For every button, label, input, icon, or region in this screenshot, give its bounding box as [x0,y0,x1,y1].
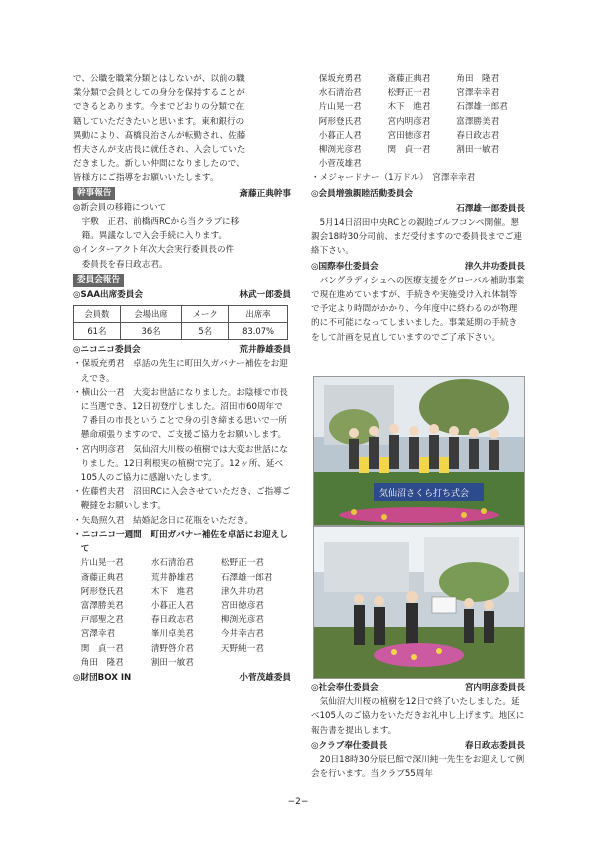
social-header [311,681,525,695]
table-cell: 83.07% [229,323,288,340]
member-name: 割田一敏君 [150,657,194,668]
golf-name-row [311,202,525,216]
member-name: 斎藤正典君 [387,74,431,84]
member-name [387,157,456,171]
intro-line: 業分類で会員としての身分を保持することが [73,88,245,99]
box-name: 小菅茂雄委員 [239,672,291,683]
box-header [73,671,291,685]
member-name: 片山晃一君 [80,558,124,569]
saa-title: ◎SAA出席委員会 [73,290,143,301]
club-name: 春日政志委員長 [464,740,525,751]
kanji-line: 委員長を春日政志君。 [73,259,168,270]
member-name: 保坂充勇君 [318,74,362,84]
right-column [311,72,525,345]
major-donor-line: ・メジャードナー（1万ドル） 宮澤幸幸君 [311,173,476,184]
table-row [74,306,288,323]
member-name: 阿形登氏君 [318,116,362,127]
member-name: 峯川卓美君 [150,629,194,640]
intl-header [311,260,525,274]
intro-line: 哲夫さんが支店長に就任され、入会していた [73,145,246,156]
niko-name: 荒井静雄委員 [239,345,291,356]
member-name: 宮内明彦君 [387,116,431,127]
kanji-report-name: 斎藤正典幹事 [239,188,291,199]
member-name: 片山晃一君 [318,102,362,113]
member-name: 松野正一君 [387,88,431,99]
ceremony-sign-text: 気仙沼さくら打ち式会 [379,489,470,499]
intro-line: で、公職を職業分類とはしないが、以前の職 [73,74,245,84]
member-name: 石澤雄一郎君 [220,572,273,583]
golf-paragraph: 5月14日沼田中央RCとの親睦ゴルフコンペ開催。懇親会18時30分司前、まだ受付ますので委員長までご連絡下さい。 [311,218,522,257]
member-name: 春日政志君 [456,130,500,141]
kanji-line: ◎新会員の移籍について [73,202,167,213]
member-name: 角田 隆君 [456,74,500,84]
club-title: ◎クラブ奉仕委員長 [311,740,388,751]
donor-names-grid [311,72,525,171]
table-header-cell: 出席率 [229,306,288,323]
member-name: 春日政志君 [150,615,194,626]
ceremony-photo-1 [313,376,525,526]
member-name: 宮澤幸君 [80,629,116,640]
saa-header [73,288,291,302]
member-name: 今井幸吉君 [220,629,264,640]
member-name: 角田 隆君 [80,657,124,668]
intl-title: ◎国際奉仕委員会 [311,261,379,272]
table-cell: 61名 [74,323,121,340]
niko-week-heading: ・ニコニコ一週間 町田ガバナー補佐を卓話にお迎えして [73,529,288,555]
club-paragraph: 20日18時30分辰巳館で深川純一先生をお迎えして例会を行います。当クラブ55周年 [311,755,525,780]
intro-line: 籍していただきたいと思います。東和銀行の [73,116,245,127]
box-title: ◎財団BOX IN [73,672,132,683]
intro-paragraph [73,72,291,186]
member-name: 津久井功君 [220,586,264,597]
member-name: 宮澤幸幸君 [456,88,500,99]
table-row [74,323,288,340]
member-name: 斎藤正典君 [80,572,124,583]
niko-title: ◎ニコニコ委員会 [73,345,141,356]
member-name: 戸部聖之君 [80,615,124,626]
ceremony-photo-2 [313,526,525,679]
ceremony-photo-1-image [314,377,524,525]
ceremony-photo-2-image [314,527,524,678]
member-name: 富澤勝美君 [80,600,124,611]
table-header-cell: 会員数 [74,306,121,323]
member-name: 木下 進君 [387,102,431,113]
member-name: 石澤雄一郎君 [456,102,508,113]
committee-report-label: 委員会報告 [73,274,124,287]
kanji-line: 籍。異議なしで入会手続に入ります。 [73,231,228,242]
list-item: ・宮内明彦君 気仙沼大川桜の植樹では大変お世話になりました。12日利根実の植樹で完了。12ヶ所、延べ105人のご協力に感謝いたします。 [73,444,288,484]
social-title: ◎社会奉仕委員会 [311,683,379,693]
member-name: 関 貞一君 [80,643,124,654]
list-item: ・矢島照久君 結婚記念日に花瓶をいただき。 [73,515,254,526]
social-name: 宮内明彦委員長 [464,683,525,693]
member-name: 水石清治君 [318,88,362,99]
member-name: 柳渕光彦君 [318,145,362,156]
member-name: 松野正一君 [220,558,264,569]
page-number: −2− [287,797,309,807]
list-item: ・佐藤哲夫君 沼田RCに入会させていただき、ご指導ご鞭撻をお願いします。 [73,487,291,512]
golf-header [311,187,525,201]
kanji-report-body [73,201,291,272]
left-column [73,72,291,685]
table-header-cell: 会場出席 [120,306,182,323]
member-name: 天野純一君 [220,643,264,654]
member-name [456,157,525,171]
kanji-report-label: 幹事報告 [73,187,115,200]
member-name: 小暮正人君 [318,130,362,141]
member-name: 宮田徳彦君 [220,600,264,611]
golf-name: 石澤雄一郎委員長 [456,203,525,214]
member-name: 清野啓介君 [150,643,194,654]
member-name: 阿形登氏君 [80,586,124,597]
member-name: 宮田徳彦君 [387,130,431,141]
list-item: ・横山公一君 大変お世話になりました。お陰様で市長に当選でき、12日初登庁しました。沼田市60周年で７番目の市長ということで身の引き締まる思いで一所懸命頑張りますので、ご支援ご協力をお願いします。 [73,387,288,441]
intro-line: 皆様方にご指導をお願いいたします。 [73,173,219,184]
table-header-cell: メーク [182,306,229,323]
right-lower-sections [311,680,525,781]
intl-paragraph: バングラディシュへの医療支援をグローバル補助事業で現在進めていますが、手続きや実施受け入れ体制等で予定より時間がかかり、今年度中に終わるのが物理的に不可能になってしまいました。事業延期の手続きをして計画を見直していますのでご了承下さい。 [311,275,525,343]
club-header [311,739,525,753]
member-name [221,656,291,670]
member-name: 水石清治君 [150,558,194,569]
list-item: ・保坂充勇君 卓話の先生に町田久ガバナー補佐をお迎えでき。 [73,359,288,384]
saa-name: 林武一郎委員 [239,290,291,301]
social-paragraph: 気仙沼大川桜の植樹を12日で終了いたしました。延べ105人のご協力をいただきお礼申し上げます。地区に報告書を提出します。 [311,697,525,736]
intro-line: できるとあります。今までどおりの分類で在 [73,102,245,113]
kanji-report-header [73,187,291,201]
member-name: 柳渕光彦君 [220,615,264,626]
intro-line: 異動により、髙橋良治さんが転勤され、佐藤 [73,130,246,141]
kanji-line: 宇敷 正君、前橋西RCから当クラブに移 [73,217,240,228]
table-cell: 36名 [120,323,182,340]
member-name: 小菅茂雄君 [318,159,362,170]
table-cell: 5名 [182,323,229,340]
kanji-line: ◎インターアクト年次大会実行委員長の件 [73,245,235,256]
niko-header [73,343,291,357]
attendance-table [73,305,288,340]
member-name: 割田一敏君 [456,145,500,156]
week-names-grid [73,556,291,670]
member-name: 木下 進君 [150,586,194,597]
member-name: 小暮正人君 [150,600,194,611]
member-name: 富澤勝美君 [456,116,500,127]
member-name: 荒井静雄君 [150,572,194,583]
golf-title: ◎会員増強親睦活動委員会 [311,188,414,199]
member-name: 関 貞一君 [387,145,431,156]
niko-list [73,357,291,556]
intl-name: 津久井功委員長 [464,261,525,272]
intro-line: だきました。新しい仲間になりましたので、 [73,159,245,170]
